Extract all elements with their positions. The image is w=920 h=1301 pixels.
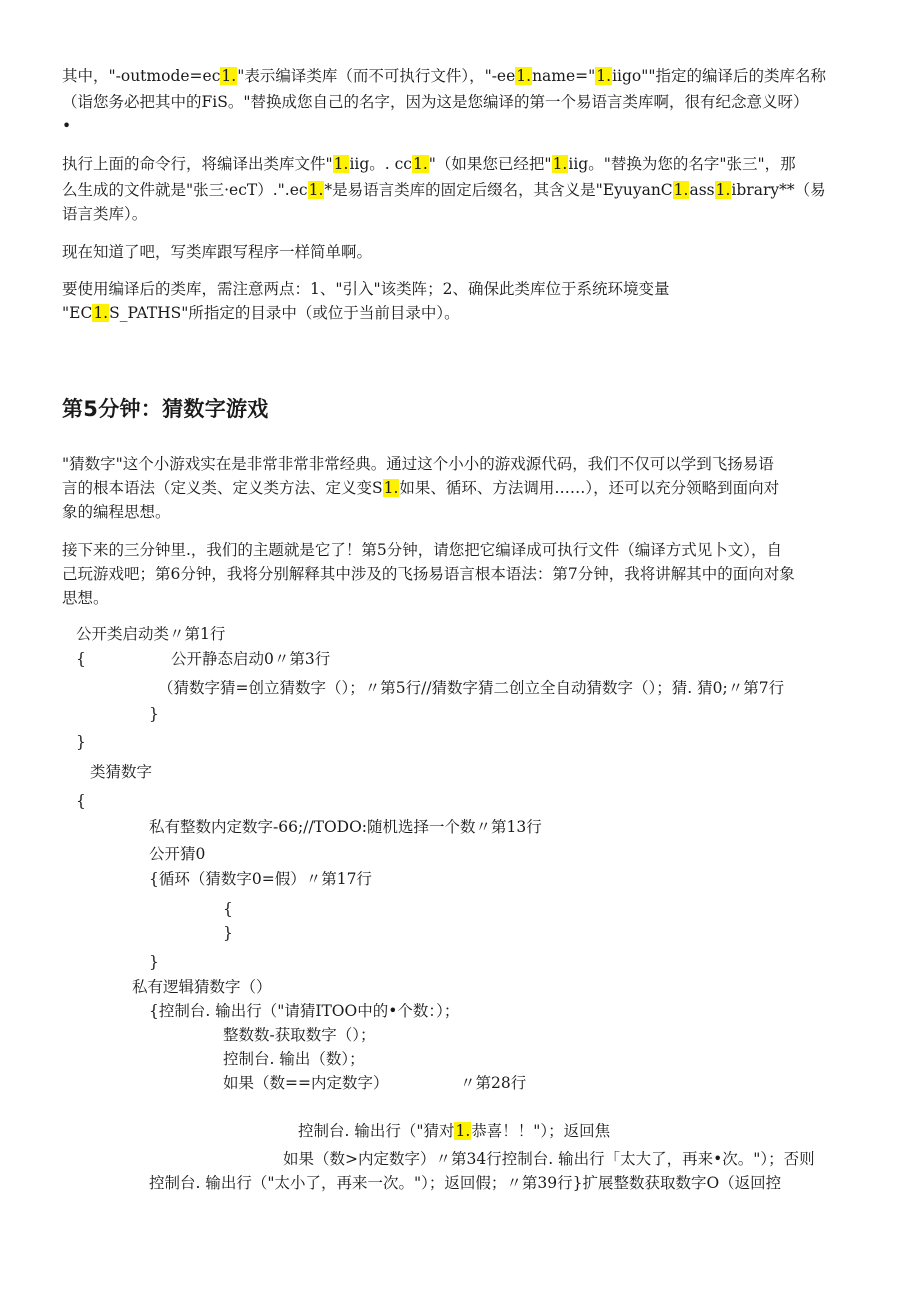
code-line-2-brace: {: [76, 650, 86, 668]
code-line-9: 公开猜0: [149, 845, 206, 863]
highlight-mark: 1.: [93, 304, 109, 322]
highlight-mark: 1.: [383, 479, 399, 497]
code-line-11: {: [223, 900, 233, 918]
paragraph-3: 现在知道了吧，写类库跟写程序一样简单啊。: [62, 243, 373, 261]
code-line-14: 私有逻辑猜数字（）: [132, 978, 272, 996]
code-line-20: 如果（数>内定数字）〃第34行控制台. 输出行「太大了，再来•次。"）；否则: [283, 1150, 815, 1168]
code-line-2: 公开静态启动0〃第3行: [171, 650, 331, 668]
code-line-18: 如果（数==内定数字）: [223, 1074, 389, 1092]
code-line-13: }: [149, 953, 159, 971]
highlight-mark: 1.: [221, 67, 237, 85]
paragraph-2-line-2: 么生成的文件就是"张三·ecT）.".ec1.*是易语言类库的固定后缀名，其含义是"EyuyanC1.ass1.ibrary**（易: [62, 181, 826, 199]
section-heading: 第5分钟：猜数字游戏: [62, 397, 269, 421]
code-line-16: 整数数-获取数字（）；: [223, 1026, 376, 1044]
paragraph-2-line-3: 语言类库）。: [62, 205, 148, 223]
code-line-4: }: [149, 705, 159, 723]
code-line-6: 类猜数字: [90, 763, 153, 781]
code-line-8: 私有整数内定数字-66;//TODO:随机选择一个数〃第13行: [149, 818, 542, 836]
paragraph-6-line-3: 思想。: [62, 589, 109, 607]
code-line-5: }: [76, 733, 86, 751]
code-line-15: {控制台. 输出行（"请猜ITOO中的•个数：）；: [149, 1002, 460, 1020]
paragraph-5-line-3: 象的编程思想。: [62, 503, 171, 521]
highlight-mark: 1.: [333, 155, 349, 173]
code-line-18-comment: 〃第28行: [460, 1074, 527, 1092]
paragraph-5-line-1: "猜数字"这个小游戏实在是非常非常非常经典。通过这个小小的游戏源代码，我们不仅可以学到飞扬易语: [62, 455, 774, 473]
code-line-21: 控制台. 输出行（"太小了，再来一次。"）；返回假；〃第39行}扩展整数获取数字O（返回控: [149, 1174, 782, 1192]
highlight-mark: 1.: [596, 67, 612, 85]
paragraph-4-line-2: "EC1.S_PATHS"所指定的目录中（或位于当前目录中）。: [62, 304, 460, 322]
paragraph-1-line-2: （诣您务必把其中的FiS。"替换成您自己的名字，因为这是您编译的第一个易语言类库啊，很有纪念意义呀）: [62, 93, 809, 111]
code-line-10: {循环（猜数字0=假）〃第17行: [149, 870, 372, 888]
code-line-12: }: [223, 924, 233, 942]
highlight-mark: 1.: [516, 67, 532, 85]
code-line-17: 控制台. 输出（数）；: [223, 1050, 365, 1068]
paragraph-2-line-1: 执行上面的命令行，将编译出类库文件"1.iig。. cc1."（如果您已经把"1.iig。"替换为您的名字"张三"，那: [62, 155, 796, 173]
highlight-mark: 1.: [715, 181, 731, 199]
code-line-3: （猜数字猜=创立猜数字（）；〃第5行//猜数字猜二创立全自动猜数字（）；猜. 猜0;〃第7行: [158, 679, 785, 697]
highlight-mark: 1.: [413, 155, 428, 173]
paragraph-4-line-1: 要使用编译后的类库，需注意两点：1、"引入"该类阵；2、确保此类库位于系统环境变量: [62, 280, 670, 298]
highlight-mark: 1.: [552, 155, 568, 173]
paragraph-6-line-1: 接下来的三分钟里.，我们的主题就是它了！第5分钟，请您把它编译成可执行文件（编译方式见卜文），自: [62, 541, 783, 559]
code-line-19: 控制台. 输出行（"猜对1.恭喜！！"）；返回焦: [298, 1122, 611, 1140]
code-line-1: 公开类启动类〃第1行: [76, 625, 226, 643]
highlight-mark: 1.: [308, 181, 324, 199]
paragraph-5-line-2: 言的根本语法（定义类、定义类方法、定义变S1.如果、循环、方法调用……），还可以充分领略到面向对: [62, 479, 780, 497]
highlight-mark: 1.: [673, 181, 689, 199]
highlight-mark: 1.: [455, 1122, 471, 1140]
paragraph-1-bullet: •: [62, 117, 72, 135]
paragraph-6-line-2: 己玩游戏吧；第6分钟，我将分别解释其中涉及的飞扬易语言根本语法：第7分钟，我将讲解其中的面向对象: [62, 565, 795, 583]
paragraph-1-line-1: 其中，"-outmode=ec1."表示编译类库（而不可执行文件），"-ee1.name="1.iigo""指定的编译后的类库名称: [62, 67, 827, 85]
code-line-7: {: [76, 792, 86, 810]
